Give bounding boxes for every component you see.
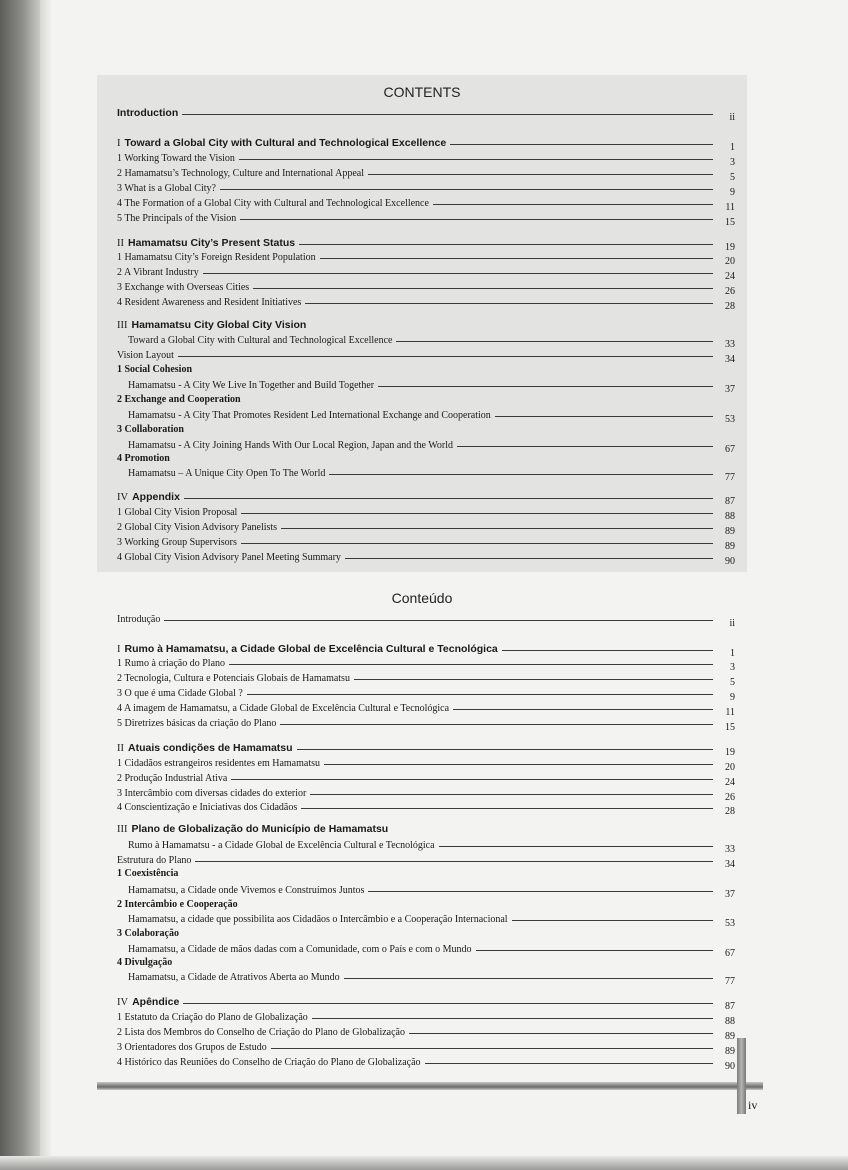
contents_pt-toc-row: [117, 741, 735, 756]
contents_pt-toc-row: [117, 716, 735, 731]
leader-line: [425, 1063, 713, 1064]
toc-entry-title: Hamamatsu - A City We Live In Together and Build Together: [128, 380, 375, 391]
leader-line: [320, 258, 713, 259]
leader-line: [188, 430, 713, 431]
contents_en-toc-row: [117, 451, 735, 466]
section-numeral: I: [117, 644, 121, 655]
page-gutter: [40, 0, 52, 1170]
contents_pt-toc-row: [117, 897, 735, 912]
toc-entry-title: 3 Intercâmbio com diversas cidades do exterior: [117, 788, 307, 799]
toc-page-number: ii: [729, 618, 735, 629]
section-numeral: II: [117, 743, 124, 754]
toc-entry-title: 2 A Vibrant Industry: [117, 267, 199, 278]
page-number: iv: [748, 1098, 758, 1112]
contents_pt-toc-row: [117, 756, 735, 771]
contents_pt-toc-row: [117, 701, 735, 716]
toc-entry-title: Vision Layout: [117, 350, 174, 361]
leader-line: [241, 543, 713, 544]
toc-entry-title: Hamamatsu, a Cidade onde Vivemos e Construímos Juntos: [128, 885, 365, 896]
leader-line: [345, 558, 713, 559]
toc-entry-title: Hamamatsu City Global City Vision: [131, 319, 307, 331]
toc-entry-title: 3 What is a Global City?: [117, 183, 216, 194]
leader-line: [368, 174, 713, 175]
toc-entry-title: 2 Exchange and Cooperation: [117, 394, 241, 405]
contents_pt-toc-row: [117, 686, 735, 701]
leader-line: [183, 934, 713, 935]
toc-page-number: ii: [729, 112, 735, 123]
leader-line: [203, 273, 713, 274]
toc-entry-title: Appendix: [132, 491, 180, 503]
toc-page-number: 26: [725, 286, 735, 297]
leader-line: [433, 204, 713, 205]
toc-entry-title: Hamamatsu, a Cidade de mãos dadas com a Comunidade, com o País e com o Mundo: [128, 944, 472, 955]
toc-entry-title: Atuais condições de Hamamatsu: [128, 742, 293, 754]
leader-line: [305, 303, 713, 304]
toc-entry-title: 4 Conscientização e Iniciativas dos Cidadãos: [117, 802, 298, 813]
contents_pt-toc-row: [117, 771, 735, 786]
section-numeral: II: [117, 238, 124, 249]
contents_en-toc-row: [117, 348, 735, 363]
toc-page-number: 88: [725, 1016, 735, 1027]
contents_pt-toc-row: [117, 1040, 735, 1055]
page-bottom-shadow: [0, 1156, 848, 1170]
toc-page-number: 87: [725, 496, 735, 507]
leader-line: [281, 528, 713, 529]
leader-line: [310, 326, 713, 327]
toc-entry-title: 1 Global City Vision Proposal: [117, 507, 238, 518]
contents_en-toc-row: [117, 181, 735, 196]
toc-entry-title: 1 Hamamatsu City’s Foreign Resident Population: [117, 252, 316, 263]
leader-line: [310, 794, 713, 795]
leader-line: [297, 749, 713, 750]
contents_en-toc-row: [117, 318, 735, 333]
footer-vertical-bar: [737, 1038, 746, 1114]
toc-page-number: 15: [725, 217, 735, 228]
leader-line: [457, 446, 713, 447]
toc-entry-title: 4 Global City Vision Advisory Panel Meeting Summary: [117, 552, 341, 563]
leader-line: [368, 891, 713, 892]
toc-entry-title: 2 Hamamatsu’s Technology, Culture and International Appeal: [117, 168, 365, 179]
toc-entry-title: 1 Cidadãos estrangeiros residentes em Hamamatsu: [117, 758, 320, 769]
toc-page-number: 53: [725, 918, 735, 929]
toc-entry-title: 5 The Principals of the Vision: [117, 213, 237, 224]
contents_pt-toc-row: [117, 955, 735, 970]
contents_en-toc-row: [117, 265, 735, 280]
contents_en-toc-row: [117, 520, 735, 535]
toc-entry-title: 3 O que é uma Cidade Global ?: [117, 688, 243, 699]
section-numeral: IV: [117, 492, 129, 503]
toc-entry-title: 4 Promotion: [117, 453, 170, 464]
leader-line: [476, 950, 713, 951]
book-spine-shadow: [0, 0, 40, 1170]
toc-entry-title: Rumo à Hamamatsu - a Cidade Global de Excelência Cultural e Tecnológica: [128, 840, 435, 851]
leader-line: [280, 724, 713, 725]
contents_en-toc-row: [117, 211, 735, 226]
contents_pt-toc-row: [117, 612, 735, 627]
toc-entry-title: Hamamatsu, a Cidade de Atrativos Aberta ao Mundo: [128, 972, 340, 983]
contents-pt-heading: Conteúdo: [391, 590, 453, 606]
toc-entry-title: Hamamatsu City’s Present Status: [128, 237, 296, 249]
contents_pt-toc-row: [117, 671, 735, 686]
toc-entry-title: 3 Working Group Supervisors: [117, 537, 237, 548]
toc-page-number: 9: [730, 692, 735, 703]
contents_en-toc-row: [117, 535, 735, 550]
leader-line: [344, 978, 713, 979]
toc-page-number: 90: [725, 556, 735, 567]
leader-line: [271, 1048, 713, 1049]
leader-line: [512, 920, 713, 921]
toc-page-number: 20: [725, 762, 735, 773]
leader-line: [502, 650, 713, 651]
leader-line: [231, 779, 713, 780]
leader-line: [312, 1018, 713, 1019]
toc-page-number: 89: [725, 541, 735, 552]
toc-entry-title: 2 Tecnologia, Cultura e Potenciais Globais de Hamamatsu: [117, 673, 350, 684]
toc-entry-title: 4 Divulgação: [117, 957, 173, 968]
leader-line: [247, 694, 713, 695]
toc-entry-title: 1 Estatuto da Criação do Plano de Globalização: [117, 1012, 308, 1023]
leader-line: [253, 288, 713, 289]
contents_pt-toc-row: [117, 656, 735, 671]
toc-page-number: 1: [730, 142, 735, 153]
toc-page-number: 9: [730, 187, 735, 198]
toc-page-number: 34: [725, 354, 735, 365]
contents_pt-toc-row: [117, 1055, 735, 1070]
toc-entry-title: 3 Collaboration: [117, 424, 184, 435]
toc-page-number: 37: [725, 889, 735, 900]
leader-line: [495, 416, 713, 417]
leader-line: [239, 159, 713, 160]
toc-entry-title: Toward a Global City with Cultural and Technological Excellence: [124, 137, 447, 149]
toc-page-number: 5: [730, 677, 735, 688]
leader-line: [176, 963, 713, 964]
contents_en-toc-row: [117, 151, 735, 166]
toc-entry-title: 2 Produção Industrial Ativa: [117, 773, 228, 784]
leader-line: [396, 341, 713, 342]
section-numeral: I: [117, 138, 121, 149]
contents_pt-toc-row: [117, 970, 735, 985]
toc-entry-title: Introduction: [117, 107, 179, 119]
leader-line: [220, 189, 713, 190]
toc-page-number: 15: [725, 722, 735, 733]
toc-entry-title: 2 Intercâmbio e Cooperação: [117, 899, 238, 910]
toc-page-number: 24: [725, 271, 735, 282]
leader-line: [241, 513, 713, 514]
toc-entry-title: 2 Global City Vision Advisory Panelists: [117, 522, 278, 533]
contents_en-toc-row: [117, 392, 735, 407]
contents_pt-toc-row: [117, 642, 735, 657]
contents_en-toc-row: [117, 550, 735, 565]
toc-page-number: 34: [725, 859, 735, 870]
contents_en-toc-row: [117, 250, 735, 265]
toc-page-number: 11: [725, 202, 735, 213]
footer-rule: [97, 1082, 763, 1090]
contents_pt-toc-row: [117, 912, 735, 927]
toc-page-number: 11: [725, 707, 735, 718]
toc-page-number: 20: [725, 256, 735, 267]
toc-page-number: 77: [725, 976, 735, 987]
toc-entry-title: 4 The Formation of a Global City with Cultural and Technological Excellence: [117, 198, 429, 209]
leader-line: [184, 498, 713, 499]
contents_en-toc-row: [117, 362, 735, 377]
contents_en-toc-row: [117, 378, 735, 393]
toc-page-number: 19: [725, 242, 735, 253]
toc-page-number: 88: [725, 511, 735, 522]
toc-entry-title: 3 Exchange with Overseas Cities: [117, 282, 250, 293]
contents_pt-toc-row: [117, 995, 735, 1010]
leader-line: [439, 846, 713, 847]
toc-page-number: 37: [725, 384, 735, 395]
section-numeral: III: [117, 824, 128, 835]
toc-page-number: 67: [725, 444, 735, 455]
toc-page-number: 89: [725, 526, 735, 537]
leader-line: [196, 370, 713, 371]
leader-line: [229, 664, 713, 665]
toc-page-number: 77: [725, 472, 735, 483]
leader-line: [453, 709, 713, 710]
contents_pt-toc-row: [117, 883, 735, 898]
toc-entry-title: 3 Orientadores dos Grupos de Estudo: [117, 1042, 267, 1053]
toc-page-number: 89: [725, 1031, 735, 1042]
toc-page-number: 89: [725, 1046, 735, 1057]
toc-page-number: 90: [725, 1061, 735, 1072]
toc-entry-title: 1 Working Toward the Vision: [117, 153, 235, 164]
leader-line: [183, 1003, 713, 1004]
contents_en-toc-row: [117, 422, 735, 437]
toc-entry-title: 1 Rumo à criação do Plano: [117, 658, 226, 669]
leader-line: [242, 905, 713, 906]
leader-line: [174, 459, 713, 460]
toc-page-number: 1: [730, 648, 735, 659]
leader-line: [182, 114, 713, 115]
contents_pt-toc-row: [117, 926, 735, 941]
contents_pt-toc-row: [117, 866, 735, 881]
leader-line: [182, 874, 713, 875]
section-numeral: III: [117, 320, 128, 331]
toc-entry-title: Rumo à Hamamatsu, a Cidade Global de Excelência Cultural e Tecnológica: [124, 643, 498, 655]
toc-entry-title: Hamamatsu - A City That Promotes Resident Led International Exchange and Cooperation: [128, 410, 491, 421]
contents_en-toc-row: [117, 196, 735, 211]
leader-line: [392, 830, 713, 831]
toc-page-number: 33: [725, 844, 735, 855]
contents_pt-toc-row: [117, 786, 735, 801]
contents_en-toc-row: [117, 136, 735, 151]
leader-line: [301, 808, 713, 809]
toc-page-number: 24: [725, 777, 735, 788]
contents_pt-toc-row: [117, 1025, 735, 1040]
toc-entry-title: Introdução: [117, 614, 161, 625]
section-numeral: IV: [117, 997, 129, 1008]
toc-entry-title: 1 Social Cohesion: [117, 364, 193, 375]
leader-line: [245, 400, 713, 401]
leader-line: [178, 356, 713, 357]
contents_en-toc-row: [117, 490, 735, 505]
contents_en-toc-row: [117, 408, 735, 423]
leader-line: [324, 764, 713, 765]
toc-page-number: 3: [730, 662, 735, 673]
contents_en-toc-row: [117, 295, 735, 310]
contents_en-toc-row: [117, 505, 735, 520]
toc-entry-title: Apêndice: [132, 996, 180, 1008]
leader-line: [329, 474, 713, 475]
contents_pt-toc-row: [117, 822, 735, 837]
leader-line: [450, 144, 713, 145]
contents_pt-toc-row: [117, 838, 735, 853]
leader-line: [409, 1033, 713, 1034]
toc-entry-title: 2 Lista dos Membros do Conselho de Criação do Plano de Globalização: [117, 1027, 405, 1038]
toc-entry-title: 4 A imagem de Hamamatsu, a Cidade Global de Excelência Cultural e Tecnológica: [117, 703, 450, 714]
leader-line: [195, 861, 713, 862]
toc-page-number: 5: [730, 172, 735, 183]
contents_en-toc-row: [117, 333, 735, 348]
toc-page-number: 3: [730, 157, 735, 168]
toc-page-number: 26: [725, 792, 735, 803]
toc-page-number: 33: [725, 339, 735, 350]
leader-line: [240, 219, 713, 220]
toc-page-number: 28: [725, 806, 735, 817]
toc-entry-title: Hamamatsu - A City Joining Hands With Our Local Region, Japan and the World: [128, 440, 454, 451]
contents_en-toc-row: [117, 106, 735, 121]
leader-line: [354, 679, 713, 680]
contents_pt-toc-row: [117, 1010, 735, 1025]
contents-en-heading: CONTENTS: [383, 84, 461, 100]
contents_en-toc-row: [117, 236, 735, 251]
toc-entry-title: Plano de Globalização do Município de Hamamatsu: [131, 823, 389, 835]
toc-page-number: 53: [725, 414, 735, 425]
toc-page-number: 19: [725, 747, 735, 758]
toc-entry-title: 4 Resident Awareness and Resident Initiatives: [117, 297, 302, 308]
toc-entry-title: 4 Histórico das Reuniões do Conselho de Criação do Plano de Globalização: [117, 1057, 421, 1068]
toc-entry-title: Hamamatsu, a cidade que possibilita aos Cidadãos o Intercâmbio e a Cooperação Internacional: [128, 914, 508, 925]
contents_pt-toc-row: [117, 800, 735, 815]
toc-entry-title: 5 Diretrizes básicas da criação do Plano: [117, 718, 277, 729]
contents_en-toc-row: [117, 466, 735, 481]
leader-line: [378, 386, 713, 387]
toc-entry-title: 1 Coexistência: [117, 868, 179, 879]
toc-page-number: 87: [725, 1001, 735, 1012]
contents_en-toc-row: [117, 166, 735, 181]
toc-page-number: 67: [725, 948, 735, 959]
toc-entry-title: Estrutura do Plano: [117, 855, 192, 866]
toc-entry-title: 3 Colaboração: [117, 928, 179, 939]
leader-line: [164, 620, 713, 621]
toc-entry-title: Toward a Global City with Cultural and Technological Excellence: [128, 335, 393, 346]
toc-page-number: 28: [725, 301, 735, 312]
leader-line: [299, 244, 713, 245]
toc-entry-title: Hamamatsu – A Unique City Open To The World: [128, 468, 326, 479]
contents_en-toc-row: [117, 280, 735, 295]
